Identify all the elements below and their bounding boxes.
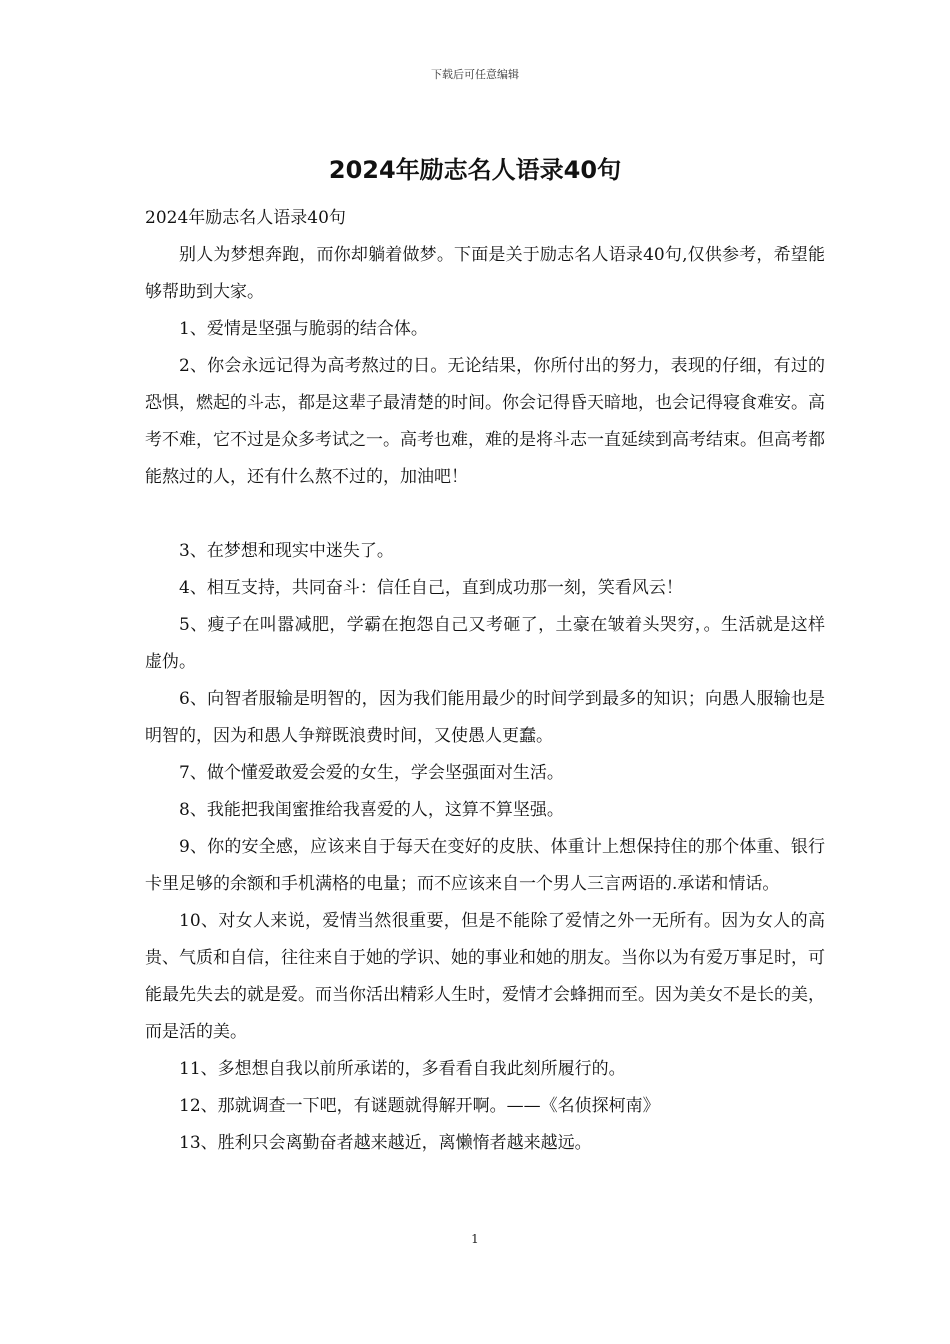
quote-paragraph-5: 5、瘦子在叫嚣减肥，学霸在抱怨自己又考砸了，土豪在皱着头哭穷，。生活就是这样虚伪。 [145, 615, 825, 672]
document-subtitle: 2024年励志名人语录40句 [145, 208, 346, 228]
quote-paragraph-13: 13、胜利只会离勤奋者越来越近，离懒惰者越来越远。 [179, 1133, 592, 1153]
quote-paragraph-3: 3、在梦想和现实中迷失了。 [179, 541, 394, 561]
quote-paragraph-10: 10、对女人来说，爱情当然很重要，但是不能除了爱情之外一无所有。因为女人的高贵、气质和自信，往往来自于她的学识、她的事业和她的朋友。当你以为有爱万事足时，可能最先失去的就是爱。而当你活出精彩人生时，爱情才会蜂拥而至。因为美女不是长的美，而是活的美。 [145, 911, 825, 1042]
quote-paragraph-9: 9、你的安全感，应该来自于每天在变好的皮肤、体重计上想保持住的那个体重、银行卡里足够的余额和手机满格的电量；而不应该来自一个男人三言两语的.承诺和情话。 [145, 837, 825, 894]
quote-paragraph-6: 6、向智者服输是明智的，因为我们能用最少的时间学到最多的知识；向愚人服输也是明智的，因为和愚人争辩既浪费时间，又使愚人更蠢。 [145, 689, 825, 746]
page-number: 1 [471, 1232, 479, 1246]
intro-paragraph: 别人为梦想奔跑，而你却躺着做梦。下面是关于励志名人语录40句,仅供参考，希望能够帮助到大家。 [145, 245, 825, 302]
paragraph-spacer [145, 496, 825, 533]
quote-paragraph-4: 4、相互支持，共同奋斗：信任自己，直到成功那一刻，笑看风云！ [179, 578, 683, 598]
quote-paragraph-1: 1、爱情是坚强与脆弱的结合体。 [179, 319, 428, 339]
quote-paragraph-8: 8、我能把我闺蜜推给我喜爱的人，这算不算坚强。 [179, 800, 564, 820]
quote-paragraph-2: 2、你会永远记得为高考熬过的日。无论结果，你所付出的努力，表现的仔细，有过的恐惧，燃起的斗志，都是这辈子最清楚的时间。你会记得昏天暗地，也会记得寝食难安。高考不难，它不过是众多考试之一。高考也难，难的是将斗志一直延续到高考结束。但高考都能熬过的人，还有什么熬不过的，加油吧！ [145, 356, 825, 487]
quote-paragraph-7: 7、做个懂爱敢爱会爱的女生，学会坚强面对生活。 [179, 763, 564, 783]
header-note: 下载后可任意编辑 [431, 68, 519, 81]
quote-paragraph-12: 12、那就调查一下吧，有谜题就得解开啊。——《名侦探柯南》 [179, 1096, 660, 1116]
document-body [145, 200, 825, 1162]
quote-paragraph-11: 11、多想想自我以前所承诺的，多看看自我此刻所履行的。 [179, 1059, 626, 1079]
document-title: 2024年励志名人语录40句 [328, 156, 622, 184]
